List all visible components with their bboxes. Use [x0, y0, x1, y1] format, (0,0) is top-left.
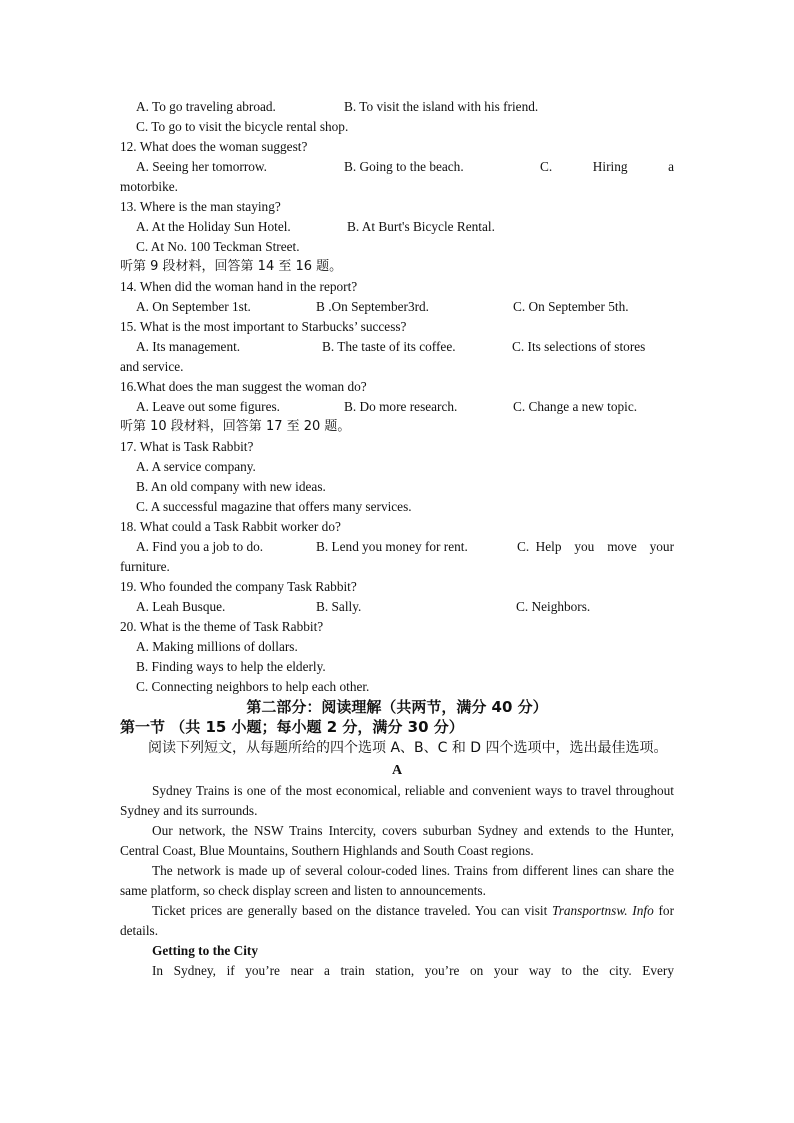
option-row-14	[120, 297, 674, 317]
option-17b: B. An old company with new ideas.	[136, 479, 326, 494]
option-20b: B. Finding ways to help the elderly.	[136, 659, 326, 674]
option-15c-cont: and service.	[120, 359, 184, 374]
section-10-instruction: 听第 10 段材料，回答第 17 至 20 题。	[120, 419, 351, 434]
part-2-title: 第二部分：阅读理解（共两节，满分 40 分）	[246, 698, 548, 716]
reading-instruction: 阅读下列短文，从每题所给的四个选项 A、B、C 和 D 四个选项中，选出最佳选项。	[148, 740, 668, 756]
option-12c: C. Hiring a	[540, 159, 674, 174]
passage-paragraph-1: Sydney Trains is one of the most economical, reliable and convenient ways to travel throughout Sydney and its surrounds.	[120, 783, 674, 818]
question-13: 13. Where is the man staying?	[120, 199, 281, 214]
option-11b: B. To visit the island with his friend.	[344, 99, 539, 114]
question-20: 20. What is the theme of Task Rabbit?	[120, 619, 324, 634]
option-row-18	[120, 537, 674, 557]
option-18b: B. Lend you money for rent.	[316, 539, 468, 554]
option-13a: A. At the Holiday Sun Hotel.	[136, 219, 291, 234]
subheading-getting-to-city: Getting to the City	[152, 943, 258, 958]
passage-paragraph-4	[120, 901, 674, 941]
question-16: 16.What does the man suggest the woman do?	[120, 379, 367, 394]
option-11a: A. To go traveling abroad.	[136, 99, 276, 114]
option-14c: C. On September 5th.	[513, 299, 629, 314]
option-19b: B. Sally.	[316, 599, 362, 614]
passage-paragraph-2: Our network, the NSW Trains Intercity, covers suburban Sydney and extends to the Hunter, Central Coast, Blue Mountains, Southern Highlands and South Coast regions.	[120, 823, 674, 858]
transport-site-name: Transportnsw. Info	[552, 903, 654, 918]
option-15c: C. Its selections of stores	[512, 339, 646, 354]
question-17: 17. What is Task Rabbit?	[120, 439, 254, 454]
option-14a: A. On September 1st.	[136, 299, 251, 314]
option-row-11	[120, 97, 674, 117]
option-row-12	[120, 157, 674, 177]
option-16a: A. Leave out some figures.	[136, 399, 281, 414]
option-20a: A. Making millions of dollars.	[136, 639, 298, 654]
option-14b: B .On September3rd.	[316, 299, 430, 314]
option-17a: A. A service company.	[136, 459, 256, 474]
option-16c: C. Change a new topic.	[513, 399, 638, 414]
paragraph-4-text: Ticket prices are generally based on the distance traveled. You can visit	[152, 903, 548, 918]
option-19c: C. Neighbors.	[516, 599, 591, 614]
option-17c: C. A successful magazine that offers many services.	[136, 499, 412, 514]
option-11c: C. To go to visit the bicycle rental shop.	[136, 119, 349, 134]
option-13b: B. At Burt's Bicycle Rental.	[347, 219, 495, 234]
paragraph-4-end: for details.	[120, 903, 674, 938]
passage-paragraph-5: In Sydney, if you’re near a train station, you’re on your way to the city. Every	[152, 963, 674, 978]
question-12: 12. What does the woman suggest?	[120, 139, 308, 154]
question-19: 19. Who founded the company Task Rabbit?	[120, 579, 357, 594]
option-15a: A. Its management.	[136, 339, 241, 354]
option-12c-cont: motorbike.	[120, 179, 178, 194]
option-row-13	[120, 217, 674, 237]
option-15b: B. The taste of its coffee.	[322, 339, 456, 354]
question-15: 15. What is the most important to Starbucks’ success?	[120, 319, 407, 334]
passage-label: A	[391, 763, 403, 778]
option-12b: B. Going to the beach.	[344, 159, 464, 174]
option-row-19	[120, 597, 674, 617]
page-content	[120, 97, 674, 981]
question-18: 18. What could a Task Rabbit worker do?	[120, 519, 341, 534]
option-18c: C. Help you move your	[517, 539, 674, 554]
section-9-instruction: 听第 9 段材料，回答第 14 至 16 题。	[120, 259, 343, 274]
option-16b: B. Do more research.	[344, 399, 458, 414]
option-row-15	[120, 337, 674, 357]
option-18c-cont: furniture.	[120, 559, 170, 574]
passage-paragraph-3: The network is made up of several colour-coded lines. Trains from different lines can share the same platform, so check display screen and listen to announcements.	[120, 863, 674, 898]
option-13c: C. At No. 100 Teckman Street.	[136, 239, 300, 254]
section-1-title: 第一节 （共 15 小题；每小题 2 分，满分 30 分）	[120, 718, 464, 736]
option-18a: A. Find you a job to do.	[136, 539, 264, 554]
question-14: 14. When did the woman hand in the report?	[120, 279, 358, 294]
option-19a: A. Leah Busque.	[136, 599, 226, 614]
option-20c: C. Connecting neighbors to help each other.	[136, 679, 370, 694]
option-12a: A. Seeing her tomorrow.	[136, 159, 267, 174]
option-row-16	[120, 397, 674, 417]
